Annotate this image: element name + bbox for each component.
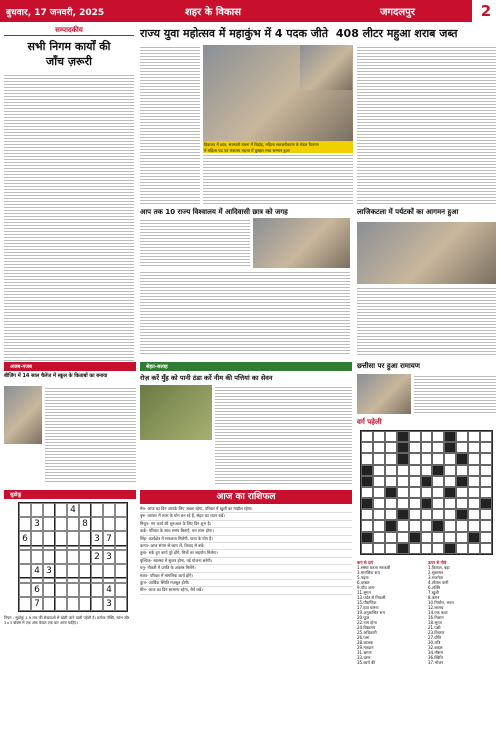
- crossword-cell: [456, 442, 468, 453]
- crossword-cell: [480, 487, 492, 498]
- crossword-cell: [468, 453, 480, 464]
- ramayan-photo: [357, 374, 411, 414]
- crossword-cell: [373, 532, 385, 543]
- sudoku-cell: [115, 583, 127, 597]
- down-clue: 10.निर्माण, भवन: [428, 600, 454, 605]
- crossword-cell: [361, 465, 373, 476]
- sudoku-cell: 6: [19, 531, 31, 545]
- across-clue: 28.कालक: [357, 640, 374, 645]
- crossword-cell: [373, 431, 385, 442]
- crossword-cell: [456, 543, 468, 554]
- sudoku-cell: [55, 550, 67, 564]
- sudoku-cell: [55, 531, 67, 545]
- crossword-cell: [373, 520, 385, 531]
- sudoku-cell: [79, 503, 91, 517]
- crossword-cell: [480, 509, 492, 520]
- crossword-cell: [409, 543, 421, 554]
- crossword-cell: [480, 453, 492, 464]
- crossword-cell: [444, 442, 456, 453]
- crossword-cell: [421, 543, 433, 554]
- rashifal-item: मेष- आज का दिन आपके लिए अच्छा रहेगा, परिवार में खुशी का माहौल रहेगा।: [140, 506, 352, 513]
- crossword-cell: [444, 498, 456, 509]
- crossword-cell: [385, 520, 397, 531]
- page-header: [0, 0, 500, 22]
- crossword-cell: [421, 487, 433, 498]
- editorial-title-line1: सभी निगम कार्यों की: [27, 40, 111, 53]
- down-clue: 2.सुशासन: [428, 570, 444, 575]
- crossword-cell: [432, 465, 444, 476]
- mahakumbh-caption-line2: में महिला पद एवं मंत्रालय महत्ता में कुम्हार मध्य सम्मान हुआ: [204, 148, 290, 153]
- crossword-cell: [456, 487, 468, 498]
- crossword-cell: [385, 487, 397, 498]
- crossword-cell: [468, 476, 480, 487]
- sudoku-cell: [79, 564, 91, 578]
- crossword-cell: [373, 498, 385, 509]
- crossword-cell: [480, 520, 492, 531]
- crossword-cell: [480, 532, 492, 543]
- across-clue: 19.अनुशासित रूप: [357, 610, 386, 615]
- crossword-cell: [373, 487, 385, 498]
- crossword-cell: [385, 431, 397, 442]
- sudoku-label: सुडोकू: [4, 490, 136, 499]
- crossword-cell: [421, 509, 433, 520]
- across-label: बाएं से दाएं: [357, 560, 374, 565]
- down-clue: 34.मौसम: [428, 650, 443, 655]
- header-center-title: शहर के विकास: [185, 7, 242, 18]
- crossword-cell: [361, 532, 373, 543]
- crossword-across: [357, 560, 427, 665]
- sudoku-grid: [18, 502, 128, 612]
- crossword-cell: [397, 453, 409, 464]
- across-clue: 20.फूल: [357, 615, 370, 620]
- crossword-cell: [456, 509, 468, 520]
- sudoku-cell: 7: [103, 531, 115, 545]
- rashifal-item: वृश्चिक- स्वास्थ्य में सुधार होगा, नई योजना बनेगी।: [140, 558, 352, 565]
- crossword-cell: [385, 532, 397, 543]
- sudoku-cell: [43, 583, 55, 597]
- editorial-title-line2: जाँच ज़रूरी: [46, 55, 92, 68]
- sudoku-note: नियम : सुडोकू 1-9 तक की संख्याओं से खेली जाने वाली पहेली है। प्रत्येक पंक्ति, स्तंभ और 3×3 बॉक्स में एक अंक केवल एक बार आना चाहिए।: [4, 615, 130, 625]
- crossword-cell: [480, 442, 492, 453]
- sudoku-cell: [67, 597, 79, 611]
- crossword-cell: [456, 498, 468, 509]
- sudoku-cell: 3: [91, 531, 103, 545]
- sudoku-cell: [115, 531, 127, 545]
- sudoku-cell: 3: [103, 550, 115, 564]
- sudoku-cell: [67, 531, 79, 545]
- crossword-cell: [432, 453, 444, 464]
- across-clue: 26.पत्ता: [357, 635, 370, 640]
- sudoku-cell: [91, 517, 103, 531]
- ajab-body-text: [45, 386, 136, 484]
- down-clue: 1.विशाल, बड़ा: [428, 565, 450, 570]
- mahakumbh-headline-text: राज्य युवा महोत्सव में महाकुंभ में 4 पदक जीते: [140, 27, 329, 40]
- sudoku-cell: 4: [31, 564, 43, 578]
- crossword-cell: [468, 487, 480, 498]
- crossword-cell: [373, 442, 385, 453]
- crossword-cell: [468, 509, 480, 520]
- across-clue: 9.पाँच अन्य: [357, 585, 375, 590]
- crossword-cell: [361, 498, 373, 509]
- sudoku-cell: [19, 583, 31, 597]
- rashifal-item: कुंभ- आर्थिक स्थिति मज़बूत होगी।: [140, 580, 352, 587]
- liquor-body-text: [357, 45, 496, 205]
- sudoku-cell: 3: [31, 517, 43, 531]
- down-clue: 16.निशान: [428, 615, 444, 620]
- across-clue: 24.विद्यालय: [357, 625, 376, 630]
- crossword-cell: [361, 520, 373, 531]
- sudoku-cell: [115, 503, 127, 517]
- sudoku-cell: [31, 503, 43, 517]
- sudoku-cell: [31, 550, 43, 564]
- editorial-body-text: [4, 73, 134, 363]
- across-clue: 1.संस्था करता सरकारी: [357, 565, 391, 570]
- crossword-cell: [409, 465, 421, 476]
- down-clue: 36.स्थिति: [428, 655, 443, 660]
- down-clue: 3.राजनेता: [428, 575, 443, 580]
- crossword-cell: [385, 442, 397, 453]
- sudoku-cell: [103, 503, 115, 517]
- crossword-cell: [409, 453, 421, 464]
- down-clue: 21.पक्षी: [428, 625, 441, 630]
- crossword-cell: [361, 453, 373, 464]
- mahakumbh-headline: [140, 26, 496, 41]
- crossword-cell: [421, 442, 433, 453]
- sudoku-cell: [91, 564, 103, 578]
- crossword-cell: [361, 476, 373, 487]
- editorial-column: [4, 26, 134, 366]
- crossword-cell: [409, 442, 421, 453]
- crossword-cell: [385, 465, 397, 476]
- health-label: सेहत-सलाह: [140, 362, 352, 371]
- school-headline: आप तक 10 राज्य विश्वालय में आदिवासी छात्र को जगह: [140, 208, 288, 216]
- sudoku-cell: [19, 517, 31, 531]
- sudoku-cell: 3: [43, 564, 55, 578]
- crossword-cell: [480, 498, 492, 509]
- editorial-label: सम्पादकीय: [4, 26, 134, 36]
- sudoku-cell: [79, 583, 91, 597]
- crossword-cell: [409, 532, 421, 543]
- sudoku-cell: [55, 583, 67, 597]
- down-clue: 7.खुशी: [428, 590, 439, 595]
- crossword-cell: [409, 476, 421, 487]
- crossword-label: वर्ग पहेली: [357, 418, 382, 426]
- crossword-cell: [480, 543, 492, 554]
- across-clue: 22.नाम होना: [357, 620, 377, 625]
- crossword-cell: [397, 442, 409, 453]
- sudoku-cell: [79, 550, 91, 564]
- sudoku-cell: [55, 597, 67, 611]
- crossword-cell: [421, 453, 433, 464]
- crossword-cell: [361, 543, 373, 554]
- crossword-cell: [397, 543, 409, 554]
- crossword-cell: [397, 532, 409, 543]
- crossword-cell: [468, 431, 480, 442]
- sudoku-cell: [103, 517, 115, 531]
- crossword-cell: [468, 498, 480, 509]
- down-clue: 18.सूरज: [428, 620, 442, 625]
- sudoku-cell: 4: [103, 583, 115, 597]
- across-clue: 13.पर्वत से निकली: [357, 595, 386, 600]
- sudoku-cell: [19, 550, 31, 564]
- crossword-cell: [421, 532, 433, 543]
- sudoku-cell: [115, 564, 127, 578]
- sudoku-cell: [55, 517, 67, 531]
- health-photo: [140, 385, 212, 440]
- crossword-cell: [444, 431, 456, 442]
- crossword-cell: [385, 476, 397, 487]
- sudoku-cell: [91, 583, 103, 597]
- crossword-grid: [360, 430, 493, 555]
- sudoku-cell: [67, 550, 79, 564]
- sudoku-cell: [67, 583, 79, 597]
- crossword-cell: [421, 431, 433, 442]
- crossword-cell: [361, 431, 373, 442]
- sudoku-cell: [115, 597, 127, 611]
- crossword-cell: [385, 509, 397, 520]
- crossword-cell: [432, 543, 444, 554]
- crossword-cell: [397, 520, 409, 531]
- crossword-cell: [456, 520, 468, 531]
- rashifal-item: मीन- आज का दिन सामान्य रहेगा, धैर्य रखें।: [140, 587, 352, 594]
- crossword-cell: [373, 509, 385, 520]
- rashifal-item: मकर- परिवार में मांगलिक कार्य होंगे।: [140, 573, 352, 580]
- crossword-cell: [432, 431, 444, 442]
- crossword-cell: [385, 498, 397, 509]
- sudoku-cell: [43, 517, 55, 531]
- sudoku-cell: [31, 531, 43, 545]
- down-clue: 30.रात्रि: [428, 640, 441, 645]
- crossword-cell: [432, 509, 444, 520]
- sudoku-cell: [19, 564, 31, 578]
- health-body-text: [215, 385, 352, 485]
- rashifal-label: आज का राशिफल: [140, 490, 352, 504]
- crossword-cell: [444, 465, 456, 476]
- crossword-cell: [409, 520, 421, 531]
- crossword-cell: [361, 487, 373, 498]
- crossword-cell: [373, 453, 385, 464]
- down-clue: 23.विवरण: [428, 630, 445, 635]
- crossword-cell: [432, 476, 444, 487]
- crossword-cell: [456, 453, 468, 464]
- crossword-cell: [361, 509, 373, 520]
- sudoku-cell: [91, 597, 103, 611]
- crossword-cell: [397, 509, 409, 520]
- across-clue: 35.कार्य की: [357, 660, 376, 665]
- sudoku-cell: [43, 597, 55, 611]
- sudoku-cell: [55, 564, 67, 578]
- crossword-cell: [421, 476, 433, 487]
- sudoku-cell: [103, 564, 115, 578]
- sudoku-cell: [43, 550, 55, 564]
- crossword-cell: [432, 520, 444, 531]
- crossword-cell: [409, 431, 421, 442]
- lalkila-photo: [357, 222, 496, 284]
- crossword-cell: [444, 453, 456, 464]
- crossword-cell: [468, 442, 480, 453]
- ajab-label: अजब-गजब: [4, 362, 136, 371]
- liquor-headline-text: 408 लीटर महुआ शराब जब्त: [335, 27, 458, 40]
- header-city: जगदलपुर: [380, 7, 415, 18]
- crossword-cell: [421, 498, 433, 509]
- down-clue: 32.बादल: [428, 645, 443, 650]
- across-clue: 11.सुगम: [357, 590, 371, 595]
- rashifal-item: तुला- रुके हुए कार्य पूरे होंगे, मित्रों का सहयोग मिलेगा।: [140, 550, 352, 557]
- crossword-cell: [456, 465, 468, 476]
- ramayan-body-text: [414, 374, 496, 414]
- school-body-text: [140, 218, 250, 268]
- crossword-cell: [468, 465, 480, 476]
- rashifal-item: कर्क- परिवार के साथ समय बिताएँ, धन लाभ होगा।: [140, 528, 352, 535]
- ajab-headline: बीजिंग में 14 साल चैलेंज में स्कूल के किताबों का बनाया: [4, 373, 108, 379]
- sudoku-cell: [19, 503, 31, 517]
- sudoku-cell: [79, 531, 91, 545]
- sudoku-cell: [91, 503, 103, 517]
- crossword-cell: [444, 520, 456, 531]
- crossword-cell: [444, 532, 456, 543]
- crossword-cell: [432, 442, 444, 453]
- crossword-cell: [468, 532, 480, 543]
- crossword-cell: [397, 476, 409, 487]
- crossword-cell: [397, 465, 409, 476]
- crossword-cell: [480, 465, 492, 476]
- sudoku-cell: [43, 531, 55, 545]
- sudoku-cell: 6: [31, 583, 43, 597]
- crossword-cell: [444, 509, 456, 520]
- school-body-text-2: [140, 270, 350, 356]
- crossword-cell: [444, 476, 456, 487]
- sudoku-cell: [79, 597, 91, 611]
- down-clue: 12.लालच: [428, 605, 444, 610]
- rashifal-item: मिथुन- नए कार्य की शुरुआत के लिए दिन शुभ है।: [140, 521, 352, 528]
- lalkila-headline: लाजिकटला में पर्यटकों का आगमन हुआ: [357, 208, 459, 216]
- ajab-photo: [4, 386, 42, 444]
- down-clue: 37.भोजन: [428, 660, 444, 665]
- across-clue: 15.पौराणिक: [357, 600, 377, 605]
- crossword-cell: [385, 453, 397, 464]
- crossword-cell: [397, 498, 409, 509]
- crossword-cell: [468, 520, 480, 531]
- rashifal-item: सिंह- कार्यक्षेत्र में सफलता मिलेगी, यात्रा के योग हैं।: [140, 536, 352, 543]
- crossword-cell: [373, 465, 385, 476]
- crossword-cell: [456, 476, 468, 487]
- sudoku-cell: 4: [67, 503, 79, 517]
- down-clue: 14.एक कथा: [428, 610, 448, 615]
- crossword-cell: [421, 520, 433, 531]
- crossword-down: [428, 560, 496, 665]
- crossword-cell: [409, 487, 421, 498]
- down-clue: 27.प्रीति: [428, 635, 441, 640]
- mahakumbh-body-text-2: [203, 153, 353, 205]
- sudoku-cell: [19, 597, 31, 611]
- crossword-cell: [432, 498, 444, 509]
- crossword-cell: [409, 498, 421, 509]
- crossword-cell: [456, 431, 468, 442]
- down-clue: 4.शीतल पानी: [428, 580, 449, 585]
- header-date: बुधवार, 17 जनवरी, 2025: [6, 7, 105, 18]
- crossword-cell: [361, 442, 373, 453]
- sudoku-cell: [67, 517, 79, 531]
- rashifal-item: धनु- नौकरी में प्रगति के अवसर मिलेंगे।: [140, 565, 352, 572]
- sudoku-cell: [43, 503, 55, 517]
- across-clue: 31.भ्रमण: [357, 650, 372, 655]
- down-clue: 6.शक्ति: [428, 585, 440, 590]
- lalkila-body-text: [357, 286, 496, 356]
- across-clue: 33.चरण: [357, 655, 371, 660]
- across-clue: 25.अधिकारी: [357, 630, 377, 635]
- rashifal-item: कन्या- आज संयम से काम लें, विवाद से बचें।: [140, 543, 352, 550]
- across-clue: 29.मतदान: [357, 645, 374, 650]
- down-clue: 8.कंगन: [428, 595, 440, 600]
- crossword-cell: [409, 509, 421, 520]
- sudoku-cell: [115, 517, 127, 531]
- rashifal-list: [140, 506, 352, 740]
- sudoku-cell: [115, 550, 127, 564]
- crossword-cell: [444, 543, 456, 554]
- crossword-cell: [385, 543, 397, 554]
- page-number: 2: [472, 0, 500, 22]
- crossword-cell: [397, 431, 409, 442]
- crossword-cell: [421, 465, 433, 476]
- across-clue: 17.हवा चलना: [357, 605, 379, 610]
- crossword-cell: [444, 487, 456, 498]
- across-clue: 6.दरबार: [357, 580, 370, 585]
- crossword-cell: [480, 476, 492, 487]
- rashifal-item: वृष- व्यापार में लाभ के योग बन रहे हैं, सेहत का ध्यान रखें।: [140, 513, 352, 520]
- ramayan-headline: छत्तीसा पर हुआ रामायण: [357, 362, 420, 370]
- crossword-cell: [373, 543, 385, 554]
- school-photo: [253, 218, 350, 268]
- sudoku-cell: 8: [79, 517, 91, 531]
- mahakumbh-caption-line1: दिवाकर में छात्र, सरस्वती वंचना में विद्रोह, महिला सशक्तीकरण के मेडल वितरण: [204, 142, 319, 147]
- mahakumbh-body-text: [140, 45, 200, 205]
- crossword-cell: [456, 532, 468, 543]
- crossword-cell: [480, 431, 492, 442]
- sudoku-cell: 2: [91, 550, 103, 564]
- crossword-cell: [432, 487, 444, 498]
- crossword-cell: [432, 532, 444, 543]
- down-label: ऊपर से नीचे: [428, 560, 447, 565]
- across-clue: 5.पढ़ना: [357, 575, 369, 580]
- portrait-photo: [300, 45, 352, 90]
- sudoku-cell: 7: [31, 597, 43, 611]
- crossword-cell: [373, 476, 385, 487]
- sudoku-cell: 3: [103, 597, 115, 611]
- crossword-cell: [468, 543, 480, 554]
- sudoku-cell: [67, 564, 79, 578]
- health-headline: रोज़ करें मुँह को पानी ठंडा करें नीम की पत्तियां का सेवन: [140, 374, 273, 382]
- across-clue: 3.मानसिक रूप: [357, 570, 380, 575]
- sudoku-cell: [55, 503, 67, 517]
- crossword-cell: [397, 487, 409, 498]
